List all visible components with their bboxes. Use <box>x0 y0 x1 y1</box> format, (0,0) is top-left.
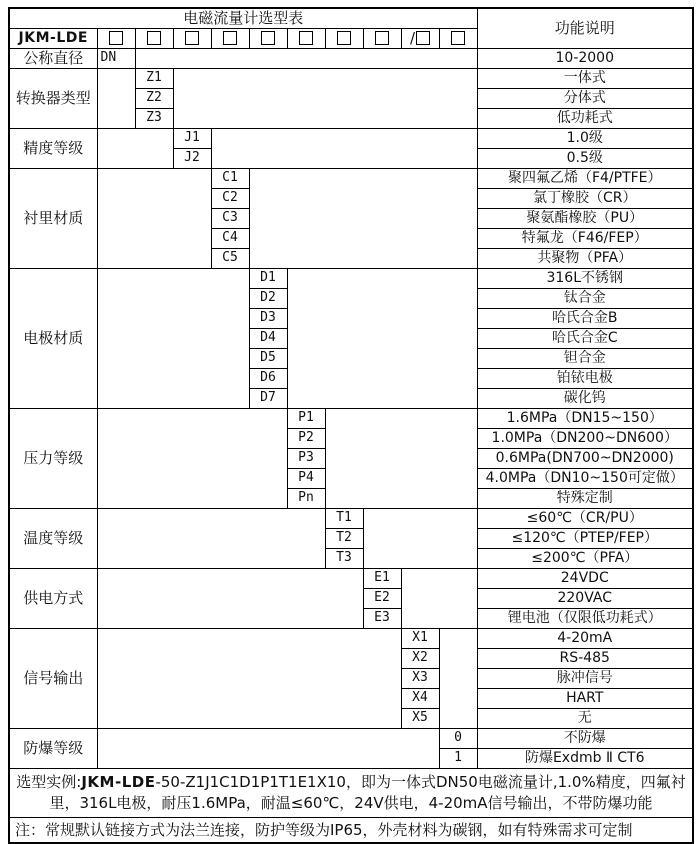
desc-cell: ≤120℃（PTEP/FEP） <box>477 528 693 548</box>
empty-cell <box>97 628 401 728</box>
model-slot-5 <box>249 28 287 48</box>
section-row <box>9 128 693 148</box>
desc-cell: 氯丁橡胶（CR） <box>477 188 693 208</box>
code-cell: D4 <box>249 328 287 348</box>
section-row <box>9 508 693 528</box>
section-label: 信号输出 <box>9 628 97 728</box>
desc-cell: 特氟龙（F46/FEP） <box>477 228 693 248</box>
desc-cell: 钛合金 <box>477 288 693 308</box>
empty-cell <box>97 408 287 508</box>
code-cell: D2 <box>249 288 287 308</box>
code-cell: 0 <box>439 728 477 748</box>
code-cell: E3 <box>363 608 401 628</box>
option-checkbox[interactable] <box>416 31 430 45</box>
section-label: 转换器类型 <box>9 68 97 128</box>
flowmeter-selection-table <box>8 7 694 844</box>
empty-cell <box>97 508 325 568</box>
code-cell: J2 <box>173 148 211 168</box>
desc-cell: 分体式 <box>477 88 693 108</box>
empty-cell <box>97 728 439 768</box>
desc-cell: 4.0MPa（DN10~150可定做） <box>477 468 693 488</box>
model-prefix: JKM-LDE <box>9 28 97 48</box>
model-slot-8 <box>363 28 401 48</box>
code-cell: C2 <box>211 188 249 208</box>
model-slot-3 <box>173 28 211 48</box>
desc-cell: HART <box>477 688 693 708</box>
section-row <box>9 168 693 188</box>
desc-cell: 316L不锈钢 <box>477 268 693 288</box>
option-checkbox[interactable] <box>261 31 275 45</box>
desc-cell: 铂铱电极 <box>477 368 693 388</box>
empty-cell <box>363 508 477 568</box>
option-checkbox[interactable] <box>223 31 237 45</box>
code-cell: E1 <box>363 568 401 588</box>
desc-cell: 不防爆 <box>477 728 693 748</box>
model-slot-6 <box>287 28 325 48</box>
empty-cell <box>439 628 477 728</box>
desc-cell: 低功耗式 <box>477 108 693 128</box>
section-label: 精度等级 <box>9 128 97 168</box>
option-checkbox[interactable] <box>185 31 199 45</box>
section-label: 压力等级 <box>9 408 97 508</box>
desc-cell: 1.0MPa（DN200~DN600） <box>477 428 693 448</box>
code-cell: T2 <box>325 528 363 548</box>
code-cell: Pn <box>287 488 325 508</box>
code-cell: X4 <box>401 688 439 708</box>
desc-cell: ≤60℃（CR/PU） <box>477 508 693 528</box>
desc-cell: 特殊定制 <box>477 488 693 508</box>
desc-cell: ≤200℃（PFA） <box>477 548 693 568</box>
slash-separator: / <box>409 28 416 47</box>
option-checkbox[interactable] <box>109 31 123 45</box>
section-row <box>9 568 693 588</box>
example-model-code: JKM-LDE <box>81 772 156 791</box>
desc-cell: 无 <box>477 708 693 728</box>
section-row <box>9 268 693 288</box>
empty-cell <box>97 128 173 168</box>
desc-cell: 聚四氟乙烯（F4/PTFE） <box>477 168 693 188</box>
empty-cell <box>97 68 135 128</box>
desc-cell: 聚氨酯橡胶（PU） <box>477 208 693 228</box>
example-description: -50-Z1J1C1D1P1T1E1X10，即为一体式DN50电磁流量计,1.0%精度，四氟衬里，316L电极，耐压1.6MPa，耐温≤60℃，24V供电，4-20mA信号输出，不带防爆功能 <box>49 772 686 812</box>
code-cell: T1 <box>325 508 363 528</box>
empty-cell <box>135 48 477 68</box>
desc-cell: 防爆Exdmb Ⅱ CT6 <box>477 748 693 768</box>
code-cell: P3 <box>287 448 325 468</box>
desc-cell: 哈氏合金B <box>477 308 693 328</box>
desc-cell: 0.5级 <box>477 148 693 168</box>
note-row <box>9 817 693 843</box>
section-label: 衬里材质 <box>9 168 97 268</box>
desc-cell: 锂电池（仅限低功耗式） <box>477 608 693 628</box>
desc-cell: 哈氏合金C <box>477 328 693 348</box>
code-cell: D1 <box>249 268 287 288</box>
option-checkbox[interactable] <box>337 31 351 45</box>
code-cell: D7 <box>249 388 287 408</box>
model-slot-9 <box>401 28 439 48</box>
code-cell: C5 <box>211 248 249 268</box>
code-cell: E2 <box>363 588 401 608</box>
desc-cell: 共聚物（PFA） <box>477 248 693 268</box>
code-cell: T3 <box>325 548 363 568</box>
section-row <box>9 408 693 428</box>
option-checkbox[interactable] <box>451 31 465 45</box>
note-text: 注：常规默认链接方式为法兰连接，防护等级为IP65，外壳材料为碳钢，如有特殊需求可定制 <box>9 817 693 843</box>
desc-cell: 一体式 <box>477 68 693 88</box>
desc-cell: 钽合金 <box>477 348 693 368</box>
empty-cell <box>97 568 363 628</box>
section-row <box>9 628 693 648</box>
section-label-dn: 公称直径 <box>9 48 97 68</box>
empty-cell <box>97 168 211 268</box>
model-slot-2 <box>135 28 173 48</box>
desc-cell: 碳化钨 <box>477 388 693 408</box>
option-checkbox[interactable] <box>147 31 161 45</box>
desc-cell: 0.6MPa(DN700~DN2000) <box>477 448 693 468</box>
section-label: 电极材质 <box>9 268 97 408</box>
empty-cell <box>97 268 249 408</box>
code-cell: 1 <box>439 748 477 768</box>
code-cell: X1 <box>401 628 439 648</box>
example-prefix: 选型实例: <box>16 772 82 791</box>
code-cell: Z3 <box>135 108 173 128</box>
code-cell-dn: DN <box>97 48 135 68</box>
code-cell: C3 <box>211 208 249 228</box>
code-cell: D5 <box>249 348 287 368</box>
section-label: 供电方式 <box>9 568 97 628</box>
code-cell: D6 <box>249 368 287 388</box>
model-slot-1 <box>97 28 135 48</box>
code-cell: P1 <box>287 408 325 428</box>
option-checkbox[interactable] <box>375 31 389 45</box>
code-cell: D3 <box>249 308 287 328</box>
section-label: 温度等级 <box>9 508 97 568</box>
desc-cell: 4-20mA <box>477 628 693 648</box>
code-cell: X5 <box>401 708 439 728</box>
section-label: 防爆等级 <box>9 728 97 768</box>
code-cell: Z1 <box>135 68 173 88</box>
code-cell: X3 <box>401 668 439 688</box>
code-cell: C4 <box>211 228 249 248</box>
empty-cell <box>401 568 477 628</box>
model-slot-10 <box>439 28 477 48</box>
desc-cell: RS-485 <box>477 648 693 668</box>
dn-row <box>9 48 693 68</box>
desc-cell: 1.6MPa（DN15~150） <box>477 408 693 428</box>
code-cell: P4 <box>287 468 325 488</box>
desc-cell: 1.0级 <box>477 128 693 148</box>
model-slot-4 <box>211 28 249 48</box>
desc-cell: 24VDC <box>477 568 693 588</box>
model-slot-7 <box>325 28 363 48</box>
title-row <box>9 8 693 28</box>
empty-cell <box>249 168 477 268</box>
empty-cell <box>325 408 477 508</box>
empty-cell <box>287 268 477 408</box>
function-column-header: 功能说明 <box>477 8 693 48</box>
desc-cell: 220VAC <box>477 588 693 608</box>
code-cell: P2 <box>287 428 325 448</box>
code-cell: Z2 <box>135 88 173 108</box>
code-cell: C1 <box>211 168 249 188</box>
option-checkbox[interactable] <box>299 31 313 45</box>
empty-cell <box>211 128 477 168</box>
desc-cell-dn: 10-2000 <box>477 48 693 68</box>
code-cell: X2 <box>401 648 439 668</box>
section-row <box>9 728 693 748</box>
desc-cell: 脉冲信号 <box>477 668 693 688</box>
empty-cell <box>173 68 477 128</box>
page-title: 电磁流量计选型表 <box>9 8 477 28</box>
section-row <box>9 68 693 88</box>
code-cell: J1 <box>173 128 211 148</box>
